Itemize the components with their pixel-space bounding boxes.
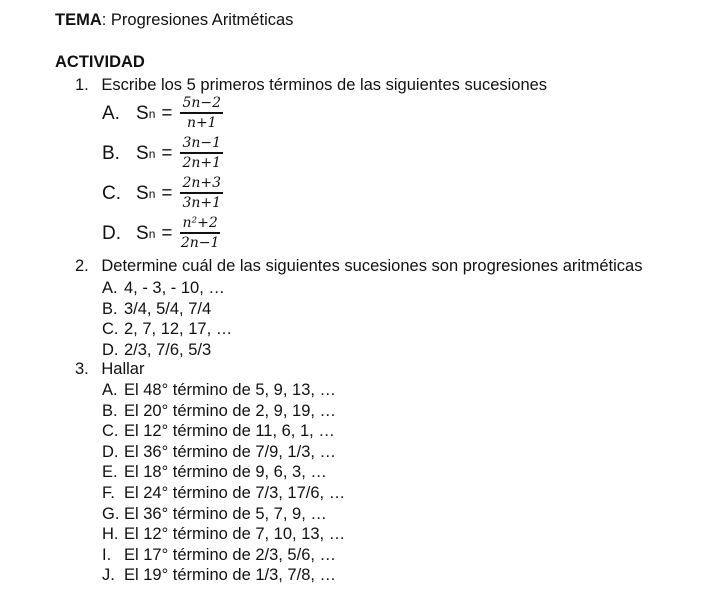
item-text: El 20° término de 2, 9, 19, … — [124, 401, 337, 420]
item-letter: B. — [102, 299, 118, 318]
topic-text: : Progresiones Aritméticas — [101, 11, 294, 29]
item-text: El 12° término de 11, 6, 1, … — [124, 422, 335, 441]
list-item — [102, 442, 336, 462]
list-item — [102, 565, 336, 585]
item-text: 4, - 3, - 10, … — [124, 279, 225, 297]
list-item — [102, 299, 211, 319]
item-text: El 18° término de 9, 6, 3, … — [124, 463, 327, 482]
item-text: El 36° término de 7/9, 1/3, … — [124, 442, 337, 461]
question-number: 3. — [75, 360, 89, 378]
fraction — [180, 176, 223, 211]
item-letter: I. — [102, 545, 112, 564]
sequence-symbol: S — [136, 222, 149, 244]
denominator: n+1 — [186, 115, 217, 131]
item-text: 3/4, 5/4, 7/4 — [124, 299, 212, 318]
list-item — [102, 278, 225, 298]
sequence-formula — [102, 176, 223, 211]
list-item — [102, 524, 345, 544]
denominator: 3n+1 — [182, 195, 222, 211]
section-heading: ACTIVIDAD — [55, 53, 145, 71]
sequence-subscript: n — [148, 186, 156, 201]
list-item — [102, 421, 335, 441]
question-3 — [75, 359, 144, 379]
question-text: Hallar — [101, 360, 145, 378]
item-text: El 24° término de 7/3, 17/6, … — [124, 484, 346, 502]
denominator: 2n−1 — [180, 235, 220, 251]
equals-sign: = — [161, 182, 173, 204]
item-letter: B. — [102, 401, 118, 420]
fraction — [180, 216, 219, 251]
question-2 — [75, 256, 642, 276]
item-letter: A. — [102, 102, 120, 124]
list-item — [102, 462, 327, 482]
question-text: Escribe los 5 primeros términos de las siguientes sucesiones — [101, 76, 548, 94]
list-item — [102, 401, 336, 421]
item-letter: D. — [102, 340, 119, 359]
sequence-subscript: n — [148, 146, 156, 161]
topic-title — [55, 10, 293, 30]
sequence-formula — [102, 96, 223, 131]
equals-sign: = — [161, 142, 173, 164]
item-letter: C. — [102, 320, 119, 339]
item-letter: J. — [102, 566, 115, 585]
equals-sign: = — [161, 102, 173, 124]
sequence-subscript: n — [148, 106, 156, 121]
item-letter: H. — [102, 525, 119, 544]
list-item — [102, 483, 345, 503]
equals-sign: = — [161, 222, 173, 244]
item-letter: D. — [102, 222, 121, 244]
fraction — [180, 96, 223, 131]
item-text: El 19° término de 1/3, 7/8, … — [124, 566, 337, 585]
list-item — [102, 504, 327, 524]
question-1 — [75, 75, 547, 95]
item-letter: B. — [102, 142, 120, 164]
list-item — [102, 340, 211, 360]
topic-label: TEMA — [55, 11, 102, 29]
item-letter: D. — [102, 442, 119, 461]
list-item — [102, 545, 336, 565]
question-number: 2. — [75, 257, 89, 275]
question-number: 1. — [75, 76, 89, 94]
item-letter: C. — [102, 422, 119, 441]
numerator: n²+2 — [180, 216, 219, 234]
sequence-symbol: S — [136, 102, 149, 124]
item-letter: F. — [102, 484, 115, 502]
item-letter: E. — [102, 463, 118, 482]
item-letter: G. — [102, 504, 120, 523]
sequence-symbol: S — [136, 182, 149, 204]
item-letter: A. — [102, 381, 118, 399]
list-item — [102, 319, 232, 339]
sequence-formula — [102, 136, 223, 171]
fraction — [180, 136, 223, 171]
list-item — [102, 380, 336, 400]
item-text: 2/3, 7/6, 5/3 — [124, 340, 212, 359]
item-text: El 36° término de 5, 7, 9, … — [124, 504, 327, 523]
numerator: 5n−2 — [180, 96, 223, 114]
sequence-formula — [102, 216, 220, 251]
item-text: 2, 7, 12, 17, … — [124, 320, 233, 339]
numerator: 2n+3 — [180, 176, 223, 194]
question-text: Determine cuál de las siguientes sucesiones son progresiones aritméticas — [101, 257, 643, 275]
sequence-subscript: n — [148, 226, 156, 241]
sequence-symbol: S — [136, 142, 149, 164]
denominator: 2n+1 — [182, 155, 222, 171]
item-text: El 12° término de 7, 10, 13, … — [124, 525, 346, 544]
item-letter: A. — [102, 279, 118, 297]
numerator: 3n−1 — [180, 136, 223, 154]
item-letter: C. — [102, 182, 121, 204]
item-text: El 48° término de 5, 9, 13, … — [124, 381, 337, 399]
item-text: El 17° término de 2/3, 5/6, … — [124, 545, 337, 564]
